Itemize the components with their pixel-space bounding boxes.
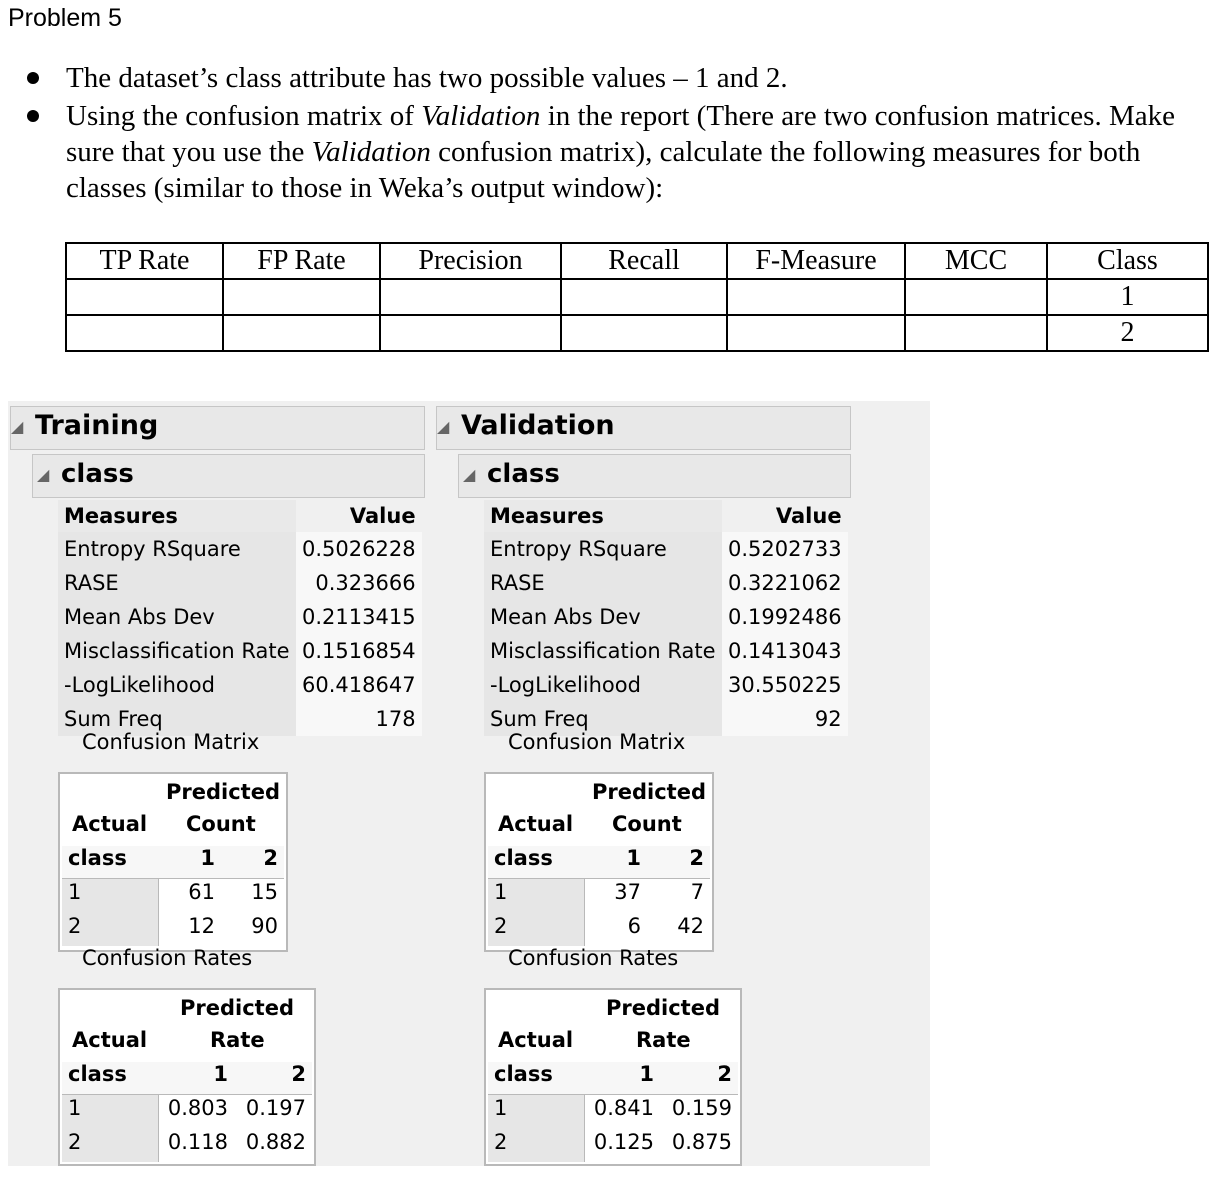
- measures-header: Measures: [58, 500, 296, 532]
- actual-class-value: 1: [494, 1096, 508, 1120]
- predicted-label: Predicted: [180, 996, 294, 1020]
- measure-name: Misclassification Rate: [58, 634, 296, 668]
- matrix-cell-value: 61: [188, 880, 215, 904]
- predicted-class-header: 2: [717, 1062, 732, 1086]
- answer-header-cell: TP Rate: [66, 243, 223, 279]
- matrix-cell-value: 15: [251, 880, 278, 904]
- measure-name: Sum Freq: [484, 702, 722, 736]
- predicted-class-header: 2: [291, 1062, 306, 1086]
- matrix-cell-value: 12: [188, 914, 215, 938]
- answer-row: [66, 279, 1208, 315]
- measure-name: -LogLikelihood: [58, 668, 296, 702]
- header-divider: [62, 878, 284, 879]
- answer-blank-cell: [380, 279, 561, 315]
- bullet-text: [66, 60, 1206, 96]
- measure-name: Mean Abs Dev: [58, 600, 296, 634]
- measure-value: 0.3221062: [722, 566, 848, 600]
- matrix-cell-value: 0.875: [671, 1130, 732, 1154]
- measure-name: Mean Abs Dev: [484, 600, 722, 634]
- measure-name: Entropy RSquare: [484, 532, 722, 566]
- measure-name: Misclassification Rate: [484, 634, 722, 668]
- measure-name: Sum Freq: [58, 702, 296, 736]
- value-header: Value: [296, 500, 422, 532]
- bullet-text: [66, 98, 1206, 206]
- actual-class-value: 2: [68, 1130, 82, 1154]
- measure-row: [484, 600, 848, 634]
- measure-value: 0.323666: [296, 566, 422, 600]
- outline-header[interactable]: [10, 406, 425, 450]
- answer-header-cell: FP Rate: [223, 243, 380, 279]
- section-title: class: [61, 459, 134, 489]
- answer-header-cell: MCC: [905, 243, 1047, 279]
- class-label: class: [494, 846, 553, 870]
- matrix-cell-value: 42: [677, 914, 704, 938]
- confusion-box: [484, 772, 714, 952]
- answer-blank-cell: [380, 315, 561, 351]
- measures-table: [484, 500, 848, 736]
- actual-label: Actual: [72, 812, 148, 836]
- measures-header: Measures: [484, 500, 722, 532]
- answer-blank-cell: [66, 315, 223, 351]
- answer-header-row: [66, 243, 1208, 279]
- measure-value: 0.1413043: [722, 634, 848, 668]
- measure-row: [484, 634, 848, 668]
- confusion-caption: Confusion Matrix: [508, 730, 686, 754]
- predicted-class-header: 2: [689, 846, 704, 870]
- actual-class-value: 2: [494, 914, 508, 938]
- measure-label: Count: [186, 812, 256, 836]
- measure-row: [58, 566, 422, 600]
- measure-value: 0.1992486: [722, 600, 848, 634]
- predicted-label: Predicted: [606, 996, 720, 1020]
- bullet-item: [0, 60, 1211, 96]
- bullet-text-fragment: confusion matrix), calculate the following measures for both classes (similar to those in Weka’s output window):: [66, 136, 1141, 204]
- measure-value: 30.550225: [722, 668, 848, 702]
- confusion-caption: Confusion Rates: [508, 946, 679, 970]
- confusion-box: [58, 988, 316, 1166]
- problem-title: Problem 5: [8, 4, 122, 32]
- confusion-caption: Confusion Matrix: [82, 730, 260, 754]
- measures-table: [58, 500, 422, 736]
- outline-subheader[interactable]: [458, 454, 851, 498]
- bullet-icon: [27, 110, 39, 122]
- matrix-cell-value: 37: [614, 880, 641, 904]
- measure-value: 0.1516854: [296, 634, 422, 668]
- actual-label: Actual: [498, 1028, 574, 1052]
- bullet-icon: [27, 72, 39, 84]
- answer-header-cell: Recall: [561, 243, 727, 279]
- answer-blank-cell: [66, 279, 223, 315]
- section-title: class: [487, 459, 560, 489]
- matrix-cell-value: 6: [627, 914, 641, 938]
- header-divider: [488, 1094, 738, 1095]
- outline-subheader[interactable]: [32, 454, 425, 498]
- predicted-class-header: 1: [200, 846, 215, 870]
- measure-row: [484, 532, 848, 566]
- measure-value: 92: [722, 702, 848, 736]
- bullet-text-fragment: The dataset’s class attribute has two possible values – 1 and 2.: [66, 62, 788, 94]
- disclosure-triangle-icon[interactable]: ◢: [37, 465, 50, 484]
- confusion-box: [58, 772, 288, 952]
- answer-class-cell: 1: [1047, 279, 1208, 315]
- actual-class-value: 1: [494, 880, 508, 904]
- answer-header-cell: Precision: [380, 243, 561, 279]
- italic-term: Validation: [421, 100, 541, 132]
- measure-value: 178: [296, 702, 422, 736]
- bullet-text-fragment: in the report (There are two confusion matrices. Make sure that you use the: [66, 100, 1175, 168]
- actual-label: Actual: [498, 812, 574, 836]
- predicted-class-header: 1: [626, 846, 641, 870]
- bullet-text-fragment: Using the confusion matrix of: [66, 100, 422, 132]
- panel-title: Validation: [461, 410, 615, 441]
- disclosure-triangle-icon[interactable]: ◢: [437, 417, 450, 436]
- actual-class-value: 2: [68, 914, 82, 938]
- answer-table: [65, 242, 1209, 352]
- actual-class-value: 1: [68, 1096, 82, 1120]
- measures-header-row: [484, 500, 848, 532]
- matrix-cell-value: 0.197: [245, 1096, 306, 1120]
- matrix-cell-value: 0.803: [167, 1096, 228, 1120]
- predicted-class-header: 1: [213, 1062, 228, 1086]
- answer-blank-cell: [727, 315, 905, 351]
- predicted-label: Predicted: [592, 780, 706, 804]
- answer-blank-cell: [561, 279, 727, 315]
- confusion-box: [484, 988, 742, 1166]
- answer-class-cell: 2: [1047, 315, 1208, 351]
- confusion-caption: Confusion Rates: [82, 946, 253, 970]
- measure-name: RASE: [58, 566, 296, 600]
- header-divider: [488, 878, 710, 879]
- answer-header-cell: F-Measure: [727, 243, 905, 279]
- bullet-item: [0, 98, 1211, 208]
- measure-name: Entropy RSquare: [58, 532, 296, 566]
- measure-value: 60.418647: [296, 668, 422, 702]
- measure-value: 0.5026228: [296, 532, 422, 566]
- predicted-class-header: 1: [639, 1062, 654, 1086]
- panel-title: Training: [35, 410, 159, 441]
- matrix-cell-value: 0.841: [593, 1096, 654, 1120]
- answer-blank-cell: [905, 315, 1047, 351]
- answer-blank-cell: [223, 279, 380, 315]
- header-divider: [62, 1094, 312, 1095]
- outline-header[interactable]: [436, 406, 851, 450]
- matrix-cell-value: 0.125: [593, 1130, 654, 1154]
- answer-blank-cell: [561, 315, 727, 351]
- class-label: class: [494, 1062, 553, 1086]
- disclosure-triangle-icon[interactable]: ◢: [463, 465, 476, 484]
- matrix-cell-value: 0.882: [245, 1130, 306, 1154]
- measure-label: Count: [612, 812, 682, 836]
- measure-row: [58, 668, 422, 702]
- disclosure-triangle-icon[interactable]: ◢: [11, 417, 24, 436]
- measure-value: 0.5202733: [722, 532, 848, 566]
- measure-row: [58, 600, 422, 634]
- predicted-label: Predicted: [166, 780, 280, 804]
- matrix-cell-value: 90: [251, 914, 278, 938]
- matrix-cell-value: 0.118: [167, 1130, 228, 1154]
- answer-row: [66, 315, 1208, 351]
- answer-blank-cell: [727, 279, 905, 315]
- measure-value: 0.2113415: [296, 600, 422, 634]
- matrix-cell-value: 0.159: [671, 1096, 732, 1120]
- actual-label: Actual: [72, 1028, 148, 1052]
- measure-name: RASE: [484, 566, 722, 600]
- measure-row: [484, 566, 848, 600]
- italic-term: Validation: [311, 136, 431, 168]
- answer-blank-cell: [905, 279, 1047, 315]
- actual-class-value: 2: [494, 1130, 508, 1154]
- measure-label: Rate: [636, 1028, 691, 1052]
- measure-row: [58, 532, 422, 566]
- class-label: class: [68, 1062, 127, 1086]
- answer-header-cell: Class: [1047, 243, 1208, 279]
- class-label: class: [68, 846, 127, 870]
- measure-row: [484, 668, 848, 702]
- matrix-cell-value: 7: [690, 880, 704, 904]
- measures-header-row: [58, 500, 422, 532]
- actual-class-value: 1: [68, 880, 82, 904]
- answer-blank-cell: [223, 315, 380, 351]
- measure-row: [58, 634, 422, 668]
- measure-label: Rate: [210, 1028, 265, 1052]
- measure-name: -LogLikelihood: [484, 668, 722, 702]
- predicted-class-header: 2: [263, 846, 278, 870]
- value-header: Value: [722, 500, 848, 532]
